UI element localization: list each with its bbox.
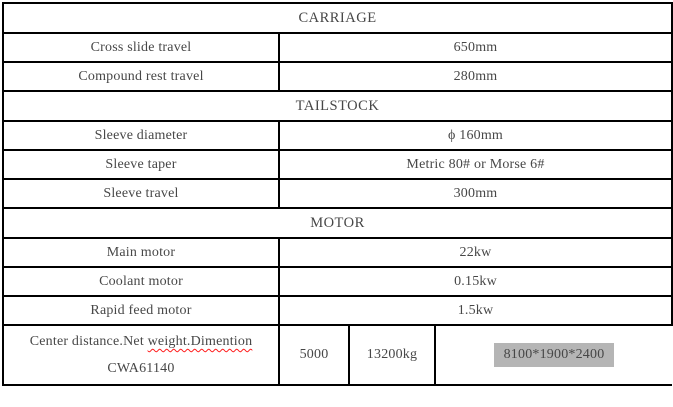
spec-label-cell: Sleeve taper [3,150,279,179]
spec-value-cell: 300mm [279,179,672,208]
table-row-summary [3,325,672,385]
section-header-carriage: CARRIAGE [3,3,672,33]
spec-label-cell: Coolant motor [3,267,279,296]
spec-label-cell: Cross slide travel [3,33,279,62]
net-weight-cell: 13200kg [349,325,435,385]
summary-label-line1 [8,328,274,355]
spec-value-cell: 0.15kw [279,267,672,296]
spec-label-cell: Rapid feed motor [3,296,279,325]
summary-label-cell [3,325,279,385]
spec-value-cell: 22kw [279,238,672,267]
dimension-highlighted-value: 8100*1900*2400 [494,343,615,367]
spec-value-cell: 280mm [279,62,672,91]
summary-label-misspelled: weight.Dimention [147,334,253,349]
spec-label-cell: Main motor [3,238,279,267]
summary-label-prefix: Center distance.Net [29,334,148,349]
section-header-tailstock: TAILSTOCK [3,91,672,121]
table-row [3,179,672,208]
center-distance-cell: 5000 [279,325,349,385]
table-row [3,267,672,296]
section-header-motor: MOTOR [3,208,672,238]
spec-value-cell: ϕ 160mm [279,121,672,150]
machine-spec-table [2,2,673,386]
spec-value-cell: Metric 80# or Morse 6# [279,150,672,179]
table-row-section-tailstock [3,91,672,121]
table-row [3,150,672,179]
summary-label-line2: CWA61140 [107,361,175,376]
spec-label-cell: Sleeve travel [3,179,279,208]
spec-value-cell: 1.5kw [279,296,672,325]
table-row [3,62,672,91]
spec-label-cell: Sleeve diameter [3,121,279,150]
table-row [3,238,672,267]
table-row [3,296,672,325]
spec-value-cell: 650mm [279,33,672,62]
table-row-section-carriage [3,3,672,33]
table-row [3,33,672,62]
table-row [3,121,672,150]
dimension-cell [435,325,672,385]
spec-label-cell: Compound rest travel [3,62,279,91]
table-row-section-motor [3,208,672,238]
